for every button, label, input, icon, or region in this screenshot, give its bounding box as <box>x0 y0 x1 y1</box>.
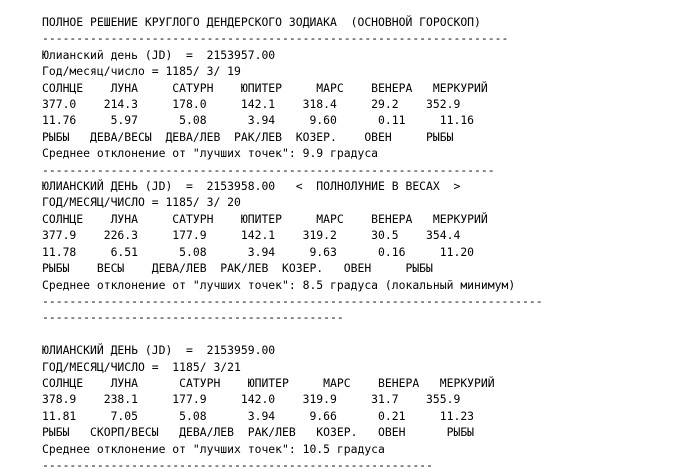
block-1-row-values: 11.78 6.51 5.08 3.94 9.63 0.16 11.20 <box>42 244 475 259</box>
block-0-deviation: Среднее отклонение от "лучших точек": 9.9 градуса <box>42 146 379 161</box>
block-1-row-degrees: 377.9 226.3 177.9 142.1 319.2 30.5 354.4 <box>42 228 461 243</box>
block-1-separator-2: -------------------------------------------- <box>42 310 344 325</box>
block-1-julian-day: ЮЛИАНСКИЙ ДЕНЬ (JD) = 2153958.00 < ПОЛНОЛУНИЕ В ВЕСАХ > <box>42 179 461 194</box>
block-0-date: Год/месяц/число = 1185/ 3/ 19 <box>42 64 241 79</box>
block-1-deviation: Среднее отклонение от "лучших точек": 8.5 градуса (локальный минимум) <box>42 277 516 292</box>
block-2-row-constellations: РЫБЫ СКОРП/ВЕСЫ ДЕВА/ЛЕВ РАК/ЛЕВ КОЗЕР. ОВЕН РЫБЫ <box>42 425 475 440</box>
block-0-row-constellations: РЫБЫ ДЕВА/ВЕСЫ ДЕВА/ЛЕВ РАК/ЛЕВ КОЗЕР. ОВЕН РЫБЫ <box>42 129 454 144</box>
block-1-row-constellations: РЫБЫ ВЕСЫ ДЕВА/ЛЕВ РАК/ЛЕВ КОЗЕР. ОВЕН РЫБЫ <box>42 261 433 276</box>
block-0-row-values: 11.76 5.97 5.08 3.94 9.60 0.11 11.16 <box>42 113 475 128</box>
block-0-row-degrees: 377.0 214.3 178.0 142.1 318.4 29.2 352.9 <box>42 97 461 112</box>
block-2-row-values: 11.81 7.05 5.08 3.94 9.66 0.21 11.23 <box>42 408 475 423</box>
block-2-separator: --------------------------------------------------------- <box>42 457 433 472</box>
block-1-separator: ------------------------------------------------------------------------- <box>42 293 543 308</box>
title-rule: -------------------------------------------------------------------- <box>42 31 509 46</box>
block-gap <box>42 326 675 342</box>
block-1-date: ГОД/МЕСЯЦ/ЧИСЛО = 1185/ 3/ 20 <box>42 195 241 210</box>
block-0-separator: ------------------------------------------------------------------ <box>42 162 495 177</box>
block-2-deviation: Среднее отклонение от "лучших точек": 10.5 градуса <box>42 441 385 456</box>
block-1-header: СОЛНЦЕ ЛУНА САТУРН ЮПИТЕР МАРС ВЕНЕРА МЕРКУРИЙ <box>42 211 488 226</box>
report-title: ПОЛНОЕ РЕШЕНИЕ КРУГЛОГО ДЕНДЕРСКОГО ЗОДИАКА (ОСНОВНОЙ ГОРОСКОП) <box>42 15 481 29</box>
block-0-header: СОЛНЦЕ ЛУНА САТУРН ЮПИТЕР МАРС ВЕНЕРА МЕРКУРИЙ <box>42 80 488 95</box>
block-2-date: ГОД/МЕСЯЦ/ЧИСЛО = 1185/ 3/21 <box>42 359 241 374</box>
block-2-julian-day: ЮЛИАНСКИЙ ДЕНЬ (JD) = 2153959.00 <box>42 343 276 358</box>
block-2-header: СОЛНЦЕ ЛУНА САТУРН ЮПИТЕР МАРС ВЕНЕРА МЕРКУРИЙ <box>42 375 495 390</box>
block-0-julian-day: Юлианский день (JD) = 2153957.00 <box>42 47 276 62</box>
block-2-row-degrees: 378.9 238.1 177.9 142.0 319.9 31.7 355.9 <box>42 392 461 407</box>
